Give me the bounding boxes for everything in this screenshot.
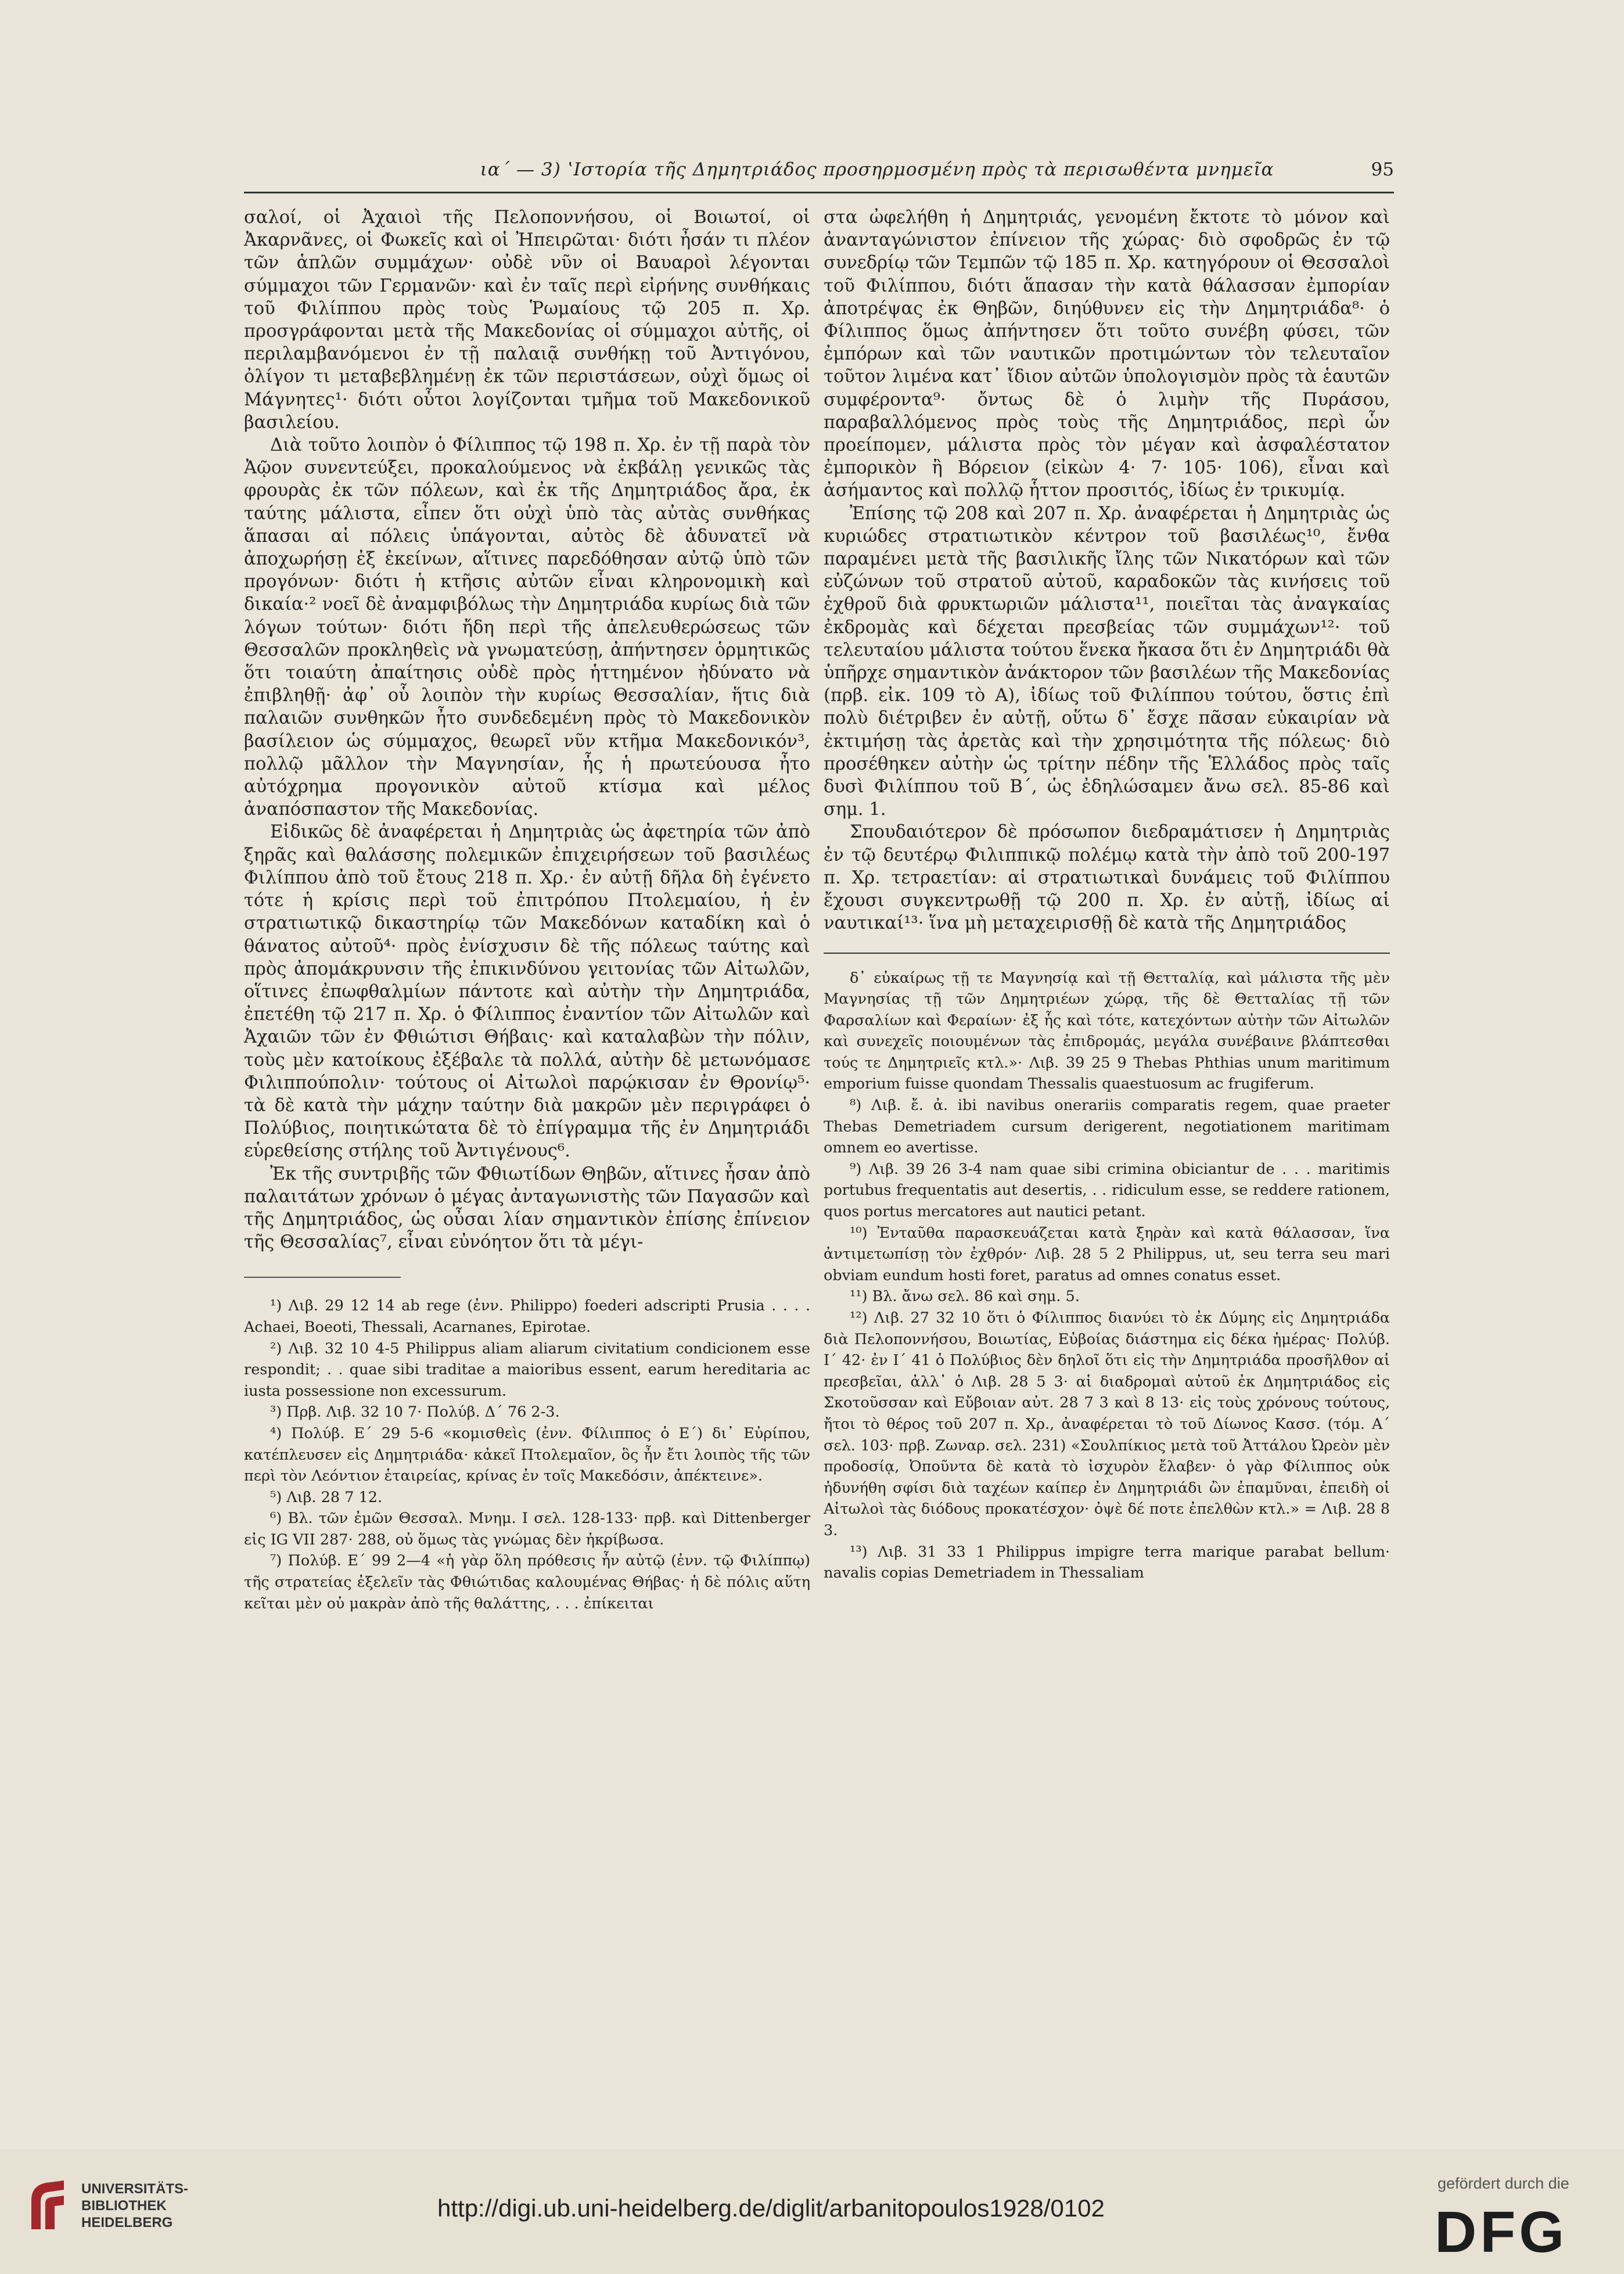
paragraph: Εἰδικῶς δὲ ἀναφέρεται ἡ Δημητριὰς ὡς ἀφετηρία τῶν ἀπὸ ξηρᾶς καὶ θαλάσσης πολεμικῶν ἐπιχειρήσεων τοῦ βασιλέως Φιλίππου ἀπὸ τοῦ ἔτους 218 π. Χρ.· ἐν αὐτῇ δῆλα δὴ ἐγένετο τότε ἡ κρίσις περὶ τοῦ ἐπιτρόπου Πτολεμαίου, ἡ ἐν στρατιωτικῷ δικαστηρίῳ τῶν Μακεδόνων καταδίκη καὶ ὁ θάνατος αὐτοῦ⁴· πρὸς ἐνίσχυσιν δὲ τῆς πόλεως ταύτης καὶ πρὸς ἀπομάκρυνσιν τῆς ἐπικινδύνου γειτονίας τῶν Αἰτωλῶν, οἵτινες ἐπωφθαλμίων πάντοτε καὶ αὐτὴν τὴν Δημητριάδα, ἐπετέθη τῷ 217 π. Χρ. ὁ Φίλιππος ἐναντίον τῶν Αἰτωλῶν καὶ Ἀχαιῶν τῶν ἐν Φθιώτισι Θήβαις· καὶ καταλαβὼν τὴν πόλιν, τοὺς μὲν κατοίκους ἐξέβαλε τὰ πολλά, αὐτὴν δὲ μετωνόμασε Φιλιππούπολιν· τούτους οἱ Αἰτωλοὶ παρῴκισαν ἐν Θρονίῳ⁵· τὰ δὲ κατὰ τὴν μάχην ταύτην διὰ μακρῶν μὲν περιγράφει ὁ Πολύβιος, ποιητικώτατα δὲ τὸ ἐπίγραμμα τῆς ἐν Δημητριάδι εὑρεθείσης στήλης τοῦ Ἀντιγένους⁶. bbox=[244, 822, 810, 1162]
footnote: ⁸) Λιβ. ἔ. ἀ. ibi navibus onerariis comparatis regem, quae praeter Thebas Demetriadem cursum derigerent, negotiationem maritimam omnem eo avertisse. bbox=[824, 1097, 1390, 1157]
footnote: ³) Πρβ. Λιβ. 32 10 7· Πολύβ. Δ´ 76 2-3. bbox=[270, 1403, 560, 1421]
footnote: ⁷) Πολύβ. Ε´ 99 2—4 «ἡ γὰρ ὅλη πρόθεσις ἦν αὐτῷ (ἐνν. τῷ Φιλίππῳ) τῆς στρατείας ἐξελεῖν τὰς Φθιώτιδας καλουμένας Θήβας· ἡ δὲ πόλις αὕτη κεῖται μὲν οὐ μακρὰν ἀπὸ τῆς θαλάττης, . . . ἐπίκειται bbox=[244, 1552, 810, 1612]
footnotes-left bbox=[244, 1295, 810, 1614]
left-column bbox=[244, 206, 810, 1614]
footnote: ⁵) Λιβ. 28 7 12. bbox=[270, 1488, 383, 1506]
footnote: ¹⁰) Ἐνταῦθα παρασκευάζεται κατὰ ξηρὰν καὶ κατὰ θάλασσαν, ἵνα ἀντιμετωπίσῃ τὸν ἐχθρόν· Λιβ. 28 5 2 Philippus, ut, seu terra seu mari obviam eundum hosti foret, paratus ad omnes conatus esset. bbox=[824, 1224, 1390, 1284]
footnote: ¹³) Λιβ. 31 33 1 Philippus impigre terra marique parabat bellum· navalis copias Demetriadem in Thessaliam bbox=[824, 1543, 1390, 1582]
header-rule bbox=[244, 192, 1394, 193]
page-header bbox=[244, 159, 1394, 194]
library-name: UNIVERSITÄTS- BIBLIOTHEK HEIDELBERG bbox=[81, 2181, 189, 2230]
footnote: ²) Λιβ. 32 10 4-5 Philippus aliam aliarum civitatium condicionem esse respondit; . . quae sibi traditae a maioribus essent, earum hereditaria ac iusta possessione non excessurum. bbox=[244, 1339, 810, 1400]
paragraph: Ἐκ τῆς συντριβῆς τῶν Φθιωτίδων Θηβῶν, αἵτινες ἦσαν ἀπὸ παλαιτάτων χρόνων ὁ μέγας ἀνταγωνιστὴς τῶν Παγασῶν καὶ τῆς Δημητριάδος, ὡς οὖσαι λίαν σημαντικὸν ἐπίσης ἐπίνειον τῆς Θεσσαλίας⁷, εἶναι εὐνόητον ὅτι τὰ μέγι- bbox=[244, 1163, 810, 1253]
footnote: ⁴) Πολύβ. Ε´ 29 5-6 «κομισθεὶς (ἐνν. Φίλιππος ὁ Ε´) δι᾽ Εὐρίπου, κατέπλευσεν εἰς Δημητριάδα· κἀκεῖ Πτολεμαῖον, ὃς ἦν ἔτι λοιπὸς τῆς τῶν περὶ τὸν Λεόντιον ἑταιρείας, κρίνας ἐν τοῖς Μακεδόσιν, ἀπέκτεινε». bbox=[244, 1424, 810, 1485]
footnote: ¹¹) Βλ. ἄνω σελ. 86 καὶ σημ. 5. bbox=[850, 1288, 1080, 1306]
footnote-divider bbox=[244, 1277, 401, 1278]
paragraph: Διὰ τοῦτο λοιπὸν ὁ Φίλιππος τῷ 198 π. Χρ. ἐν τῇ παρὰ τὸν Ἀῷον συνεντεύξει, προκαλούμενος νὰ ἐκβάλῃ γενικῶς τὰς φρουρὰς ἐκ τῶν πόλεων, καὶ ἐκ τῆς Δημητριάδος ἄρα, ἐκ ταύτης μάλιστα, εἶπεν ὅτι οὐχὶ ὑπὸ τὰς αὐτὰς συνθήκας ἅπασαι αἱ πόλεις ὑπάγονται, αὐτὸς δὲ ἀδυνατεῖ νὰ ἀποχωρήσῃ ἐξ ἐκείνων, αἵτινες παρεδόθησαν αὐτῷ ὑπὸ τῶν προγόνων· διότι ἡ κτῆσις αὐτῶν εἶναι κληρονομικὴ καὶ δικαία·² νοεῖ δὲ ἀναμφιβόλως τὴν Δημητριάδα κυρίως διὰ τῶν λόγων τούτων· διότι ἤδη περὶ τῆς ἀπελευθερώσεως τῶν Θεσσαλῶν προκληθεὶς νὰ γνωματεύσῃ, ἀπήντησεν ὁρμητικῶς ὅτι τοιαύτη ἀπαίτησις οὐδὲ πρὸς ἡττημένον ἠδύνατο νὰ ἐπιβληθῇ· ἀφ᾽ οὗ λοιπὸν τὴν κυρίως Θεσσαλίαν, ἥτις διὰ παλαιῶν συνθηκῶν ἦτο συνδεδεμένη πρὸς τὸ Μακεδονικὸν βασίλειον ὡς σύμμαχος, θεωρεῖ νῦν κτῆμα Μακεδονικόν³, πολλῷ μᾶλλον τὴν Μαγνησίαν, ἧς ἡ πρωτεύουσα ἦτο αὐτόχρημα προγονικὸν αὐτοῦ κτίσμα καὶ μέλος ἀναπόσπαστον τῆς Μακεδονίας. bbox=[244, 435, 810, 820]
permalink-link[interactable]: http://digi.ub.uni-heidelberg.de/diglit/arbanitopoulos1928/0102 bbox=[437, 2194, 1105, 2222]
sponsor-label: gefördert durch die bbox=[1438, 2175, 1569, 2192]
running-head: ια´ — 3) ʽΙστορία τῆς Δημητριάδος προσηρμοσμένη πρὸς τὰ περισωθέντα μνημεῖα bbox=[480, 159, 1274, 180]
footnote: ¹) Λιβ. 29 12 14 ab rege (ἐνν. Philippo) foederi adscripti Prusia . . . . Achaei, Boeoti, Thessali, Acarnanes, Epirotae. bbox=[244, 1297, 810, 1336]
paragraph: στα ὠφελήθη ἡ Δημητριάς, γενομένη ἔκτοτε τὸ μόνον καὶ ἀνανταγώνιστον ἐπίνειον τῆς χώρας· διὸ σφοδρῶς ἐν τῷ συνεδρίῳ τῶν Τεμπῶν τῷ 185 π. Χρ. κατηγόρουν οἱ Θεσσαλοὶ τοῦ Φιλίππου, διότι ἅπασαν τὴν κατὰ θάλασσαν ἐμπορίαν ἀποτρέψας ἐκ Θηβῶν, διηύθυνεν εἰς τὴν Δημητριάδα⁸· ὁ Φίλιππος ὅμως ἀπήντησεν ὅτι τοῦτο συνέβη φύσει, τῶν ἐμπόρων καὶ τῶν ναυτικῶν προτιμώντων τὸν τελευταῖον τοῦτον λιμένα κατ᾽ ἴδιον αὐτῶν ὑπολογισμὸν πρὸς τὰ ἑαυτῶν συμφέροντα⁹· ὄντως δὲ ὁ λιμὴν τῆς Πυράσου, παραβαλλόμενος πρὸς τοὺς τῆς Δημητριάδος, περὶ ὧν προείπομεν, μάλιστα πρὸς τὸν μέγαν καὶ ἀσφαλέστατον ἐμπορικὸν ἢ Βόρειον (εἰκὼν 4· 7· 105· 106), εἶναι καὶ ἀσήμαντος καὶ πολλῷ ἧττον προσιτός, ἰδίως ἐν τρικυμίᾳ. bbox=[824, 207, 1390, 501]
footer-bar bbox=[0, 2161, 1624, 2274]
dfg-logo: DFG bbox=[1435, 2200, 1568, 2265]
paragraph: Ἐπίσης τῷ 208 καὶ 207 π. Χρ. ἀναφέρεται ἡ Δημητριὰς ὡς κυριώδες στρατιωτικὸν κέντρον τοῦ βασιλέως¹⁰, ἔνθα παραμένει μετὰ τῆς βασιλικῆς ἴλης τῶν Νικατόρων καὶ τῶν εὐζώνων τοῦ στρατοῦ αὐτοῦ, καραδοκῶν τὰς κινήσεις τοῦ ἐχθροῦ διὰ φρυκτωριῶν μάλιστα¹¹, ποιεῖται τὰς ἀναγκαίας ἐκδρομὰς καὶ δέχεται πρεσβείας τῶν συμμάχων¹²· τοῦ τελευταίου μάλιστα τούτου ἕνεκα ἤκασα ὅτι ἐν Δημητριάδι θὰ ὑπῆρχε σημαντικὸν ἀνάκτορον τῶν βασιλέων τῆς Μακεδονίας (πρβ. εἰκ. 109 τὸ Α), ἰδίως τοῦ Φιλίππου τούτου, ὅστις ἐπὶ πολὺ διέτριβεν ἐν αὐτῇ, οὕτω δ᾽ ἔσχε πᾶσαν εὐκαιρίαν νὰ ἐκτιμήσῃ τὰς ἀρετὰς καὶ τὴν χρησιμότητα τῆς πόλεως· διὸ προσέθηκεν αὐτὴν ὡς τρίτην πέδην τῆς Ἑλλάδος πρὸς ταῖς δυσὶ Φιλίππου τοῦ Β´, ὡς ἐδηλώσαμεν ἄνω σελ. 85-86 καὶ σημ. 1. bbox=[824, 503, 1390, 820]
footnote: ¹²) Λιβ. 27 32 10 ὅτι ὁ Φίλιππος διανύει τὸ ἐκ Δύμης εἰς Δημητριάδα διὰ Πελοποννήσου, Βοιωτίας, Εὐβοίας διάστημα εἰς δέκα ἡμέρας· Πολύβ. Ι´ 42· ἐν Ι´ 41 ὁ Πολύβιος δὲν δηλοῖ ὅτι εἰς τὴν Δημητριάδα προσῆλθον αἱ πρεσβεῖαι, ἀλλ᾽ ὁ Λιβ. 28 5 3· αἱ διαδρομαὶ αὐτοῦ ἐκ Δημητριάδος εἰς Σκοτοῦσσαν καὶ Εὔβοιαν αὐτ. 28 7 3 καὶ 8 13· εἰς τοὺς χρόνους τούτους, ἤτοι τὸ θέρος τοῦ 207 π. Χρ., ἀναφέρεται τὸ τοῦ Δίωνος Κασσ. (τόμ. Α´ σελ. 103· πρβ. Ζωναρ. σελ. 231) «Σουλπίκιος μετὰ τοῦ Ἀττάλου Ὠρεὸν μὲν προδοσίᾳ, Ὀποῦντα δὲ κατὰ τὸ ἰσχυρὸν ἔλαβεν· ὁ γὰρ Φίλιππος οὐκ ἠδυνήθη σφίσι διὰ ταχέων καίπερ ἐν Δημητριάδι ὢν ἐπαμῦναι, ἐπειδὴ οἱ Αἰτωλοὶ τὰς διόδους προκατέσχον· ὀψὲ δέ ποτε ἐπελθὼν κτλ.» = Λιβ. 28 8 3. bbox=[824, 1309, 1390, 1539]
footnote: ⁶) Βλ. τῶν ἐμῶν Θεσσαλ. Μνημ. Ι σελ. 128-133· πρβ. καὶ Dittenberger εἰς IG VII 287· 288, οὐ ὅμως τὰς γνώμας δὲν ἠκρίβωσα. bbox=[244, 1510, 810, 1549]
library-logo-icon bbox=[26, 2177, 70, 2235]
footnote: ⁹) Λιβ. 39 26 3-4 nam quae sibi crimina obiciantur de . . . maritimis portubus frequentatis aut desertis, . . ridiculum esse, se reddere rationem, quos portus mercatores aut nautici petant. bbox=[824, 1160, 1390, 1221]
footnote: δ᾽ εὐκαίρως τῇ τε Μαγνησίᾳ καὶ τῇ Θετταλίᾳ, καὶ μάλιστα τῆς μὲν Μαγνησίας τῇ τῶν Δημητριέων χώρᾳ, τῆς δὲ Θετταλίας τῇ τῶν Φαρσαλίων καὶ Φεραίων· ἐξ ἧς καὶ τότε, κατεχόντων αὐτὴν τῶν Αἰτωλῶν καὶ συνεχεῖς ποιουμένων τὰς ἐπιδρομάς, μεγάλα συνέβαινε βλάπτεσθαι τούς τε Δημητριεῖς κτλ.»· Λιβ. 39 25 9 Thebas Phthias unum maritimum emporium fuisse quondam Thessalis quaestuosum ac frugiferum. bbox=[824, 969, 1390, 1093]
page-number: 95 bbox=[1371, 159, 1394, 180]
footnotes-right bbox=[824, 968, 1390, 1584]
right-column bbox=[824, 206, 1390, 1584]
footnote-divider bbox=[824, 953, 1390, 954]
paragraph: Σπουδαιότερον δὲ πρόσωπον διεδραμάτισεν ἡ Δημητριὰς ἐν τῷ δευτέρῳ Φιλιππικῷ πολέμῳ κατὰ τὴν ἀπὸ τοῦ 200-197 π. Χρ. τετραετίαν: αἱ στρατιωτικαὶ δυνάμεις τοῦ Φιλίππου ἔχουσι συγκεντρωθῇ τῷ 200 π. Χρ. ἐν αὐτῇ, ἰδίως αἱ ναυτικαί¹³· ἵνα μὴ μεταχειρισθῇ δὲ κατὰ τῆς Δημητριάδος bbox=[824, 822, 1390, 934]
paragraph: σαλοί, οἱ Ἀχαιοὶ τῆς Πελοποννήσου, οἱ Βοιωτοί, οἱ Ἀκαρνᾶνες, οἱ Φωκεῖς καὶ οἱ Ἠπειρῶται· διότι ἦσάν τι πλέον τῶν ἁπλῶν συμμάχων· οὐδὲ νῦν οἱ Βαυαροὶ λέγονται σύμμαχοι τῶν Γερμανῶν· καὶ ἐν ταῖς περὶ εἰρήνης συνθήκαις τοῦ Φιλίππου πρὸς τοὺς Ῥωμαίους τῷ 205 π. Χρ. προσγράφονται μετὰ τῆς Μακεδονίας οἱ σύμμαχοι αὐτῆς, οἱ περιλαμβανόμενοι ἐν τῇ παλαιᾷ συνθήκῃ τοῦ Ἀντιγόνου, ὀλίγον τι μεταβεβλημένῃ ἐκ τῶν περιστάσεων, οὐχὶ ὅμως οἱ Μάγνητες¹· διότι οὗτοι λογίζονται τμῆμα τοῦ Μακεδονικοῦ βασιλείου. bbox=[244, 207, 810, 433]
